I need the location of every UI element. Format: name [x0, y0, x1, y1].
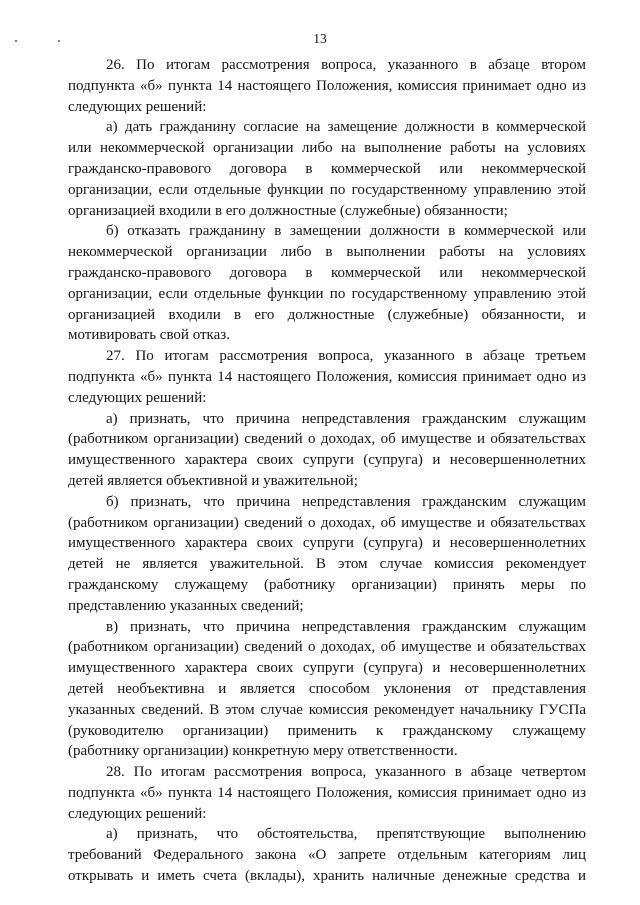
- text-line: б) признать, что причина непредставления гражданским служащим: [106, 493, 586, 510]
- text-line: организацией входили в его должностные (служебные) обязанности;: [68, 202, 508, 219]
- text-line: имущественного характера своих супруги (супруга) и несовершеннолетних: [68, 452, 586, 469]
- text-line: следующих решений:: [68, 805, 207, 822]
- paragraph-28a: [68, 824, 586, 886]
- text-line: некоммерческой организации либо в выполнении работы на условиях: [68, 244, 586, 261]
- text-line: а) признать, что обстоятельства, препятствующие выполнению: [106, 826, 586, 843]
- text-line: (работником организации) сведений о доходах, об имуществе и обязательствах: [68, 431, 586, 448]
- text-line: организации, если отдельные функции по государственному управлению этой: [68, 285, 586, 302]
- text-line: или некоммерческой организации либо на выполнение работы на условиях: [68, 140, 586, 157]
- text-line: (руководителю организации) применить к гражданскому служащему: [68, 722, 586, 739]
- text-line: организации, если отдельные функции по государственному управлению этой: [68, 181, 586, 198]
- paragraph-27v: [68, 617, 586, 763]
- text-line: гражданско-правового договора в коммерческой или некоммерческой: [68, 264, 586, 281]
- text-line: имущественного характера своих супруги (супруга) и несовершеннолетних: [68, 660, 586, 677]
- text-line: указанных сведений. В этом случае комиссия рекомендует начальнику ГУСПа: [68, 701, 586, 718]
- text-line: детей необъективна и является способом уклонения от представления: [68, 680, 586, 697]
- text-line: (работником организации) сведений о доходах, об имуществе и обязательствах: [68, 639, 586, 656]
- text-line: гражданскому служащему (работнику организации) принять меры по: [68, 576, 586, 593]
- paragraph-26b: [68, 221, 586, 346]
- text-line: имущественного характера своих супруги (супруга) и несовершеннолетних: [68, 535, 586, 552]
- text-line: 26. По итогам рассмотрения вопроса, указанного в абзаце втором: [106, 57, 586, 73]
- text-line: следующих решений:: [68, 98, 207, 115]
- text-line: детей не является уважительной. В этом случае комиссия рекомендует: [68, 556, 586, 573]
- text-line: гражданско-правового договора в коммерческой или некоммерческой: [68, 160, 586, 177]
- text-line: 27. По итогам рассмотрения вопроса, указанного в абзаце третьем: [106, 348, 586, 365]
- text-line: требований Федерального закона «О запрете отдельным категориям лиц: [68, 847, 586, 864]
- text-line: подпункта «б» пункта 14 настоящего Положения, комиссия принимает одно из: [68, 77, 586, 94]
- paragraph-27a: [68, 409, 586, 492]
- text-line: в) признать, что причина непредставления гражданским служащим: [106, 618, 586, 635]
- paragraph-28: [68, 762, 586, 824]
- paragraph-27: [68, 346, 586, 408]
- text-line: а) признать, что причина непредставления гражданским служащим: [106, 410, 586, 427]
- text-line: б) отказать гражданину в замещении должности в коммерческой или: [106, 223, 586, 240]
- paragraph-26: [68, 55, 586, 117]
- document-body: [68, 55, 586, 887]
- text-line: представлению указанных сведений;: [68, 597, 304, 614]
- text-line: следующих решений:: [68, 389, 207, 406]
- text-line: детей является объективной и уважительной;: [68, 472, 358, 489]
- text-line: подпункта «б» пункта 14 настоящего Положения, комиссия принимает одно из: [68, 368, 586, 385]
- paragraph-26a: [68, 117, 586, 221]
- text-line: а) дать гражданину согласие на замещение должности в коммерческой: [106, 119, 586, 136]
- page-number: 13: [313, 31, 327, 46]
- text-line: 28. По итогам рассмотрения вопроса, указанного в абзаце четвертом: [106, 764, 586, 781]
- text-line: мотивировать свой отказ.: [68, 327, 230, 344]
- text-line: (работником организации) сведений о доходах, об имуществе и обязательствах: [68, 514, 586, 531]
- text-line: (работнику организации) конкретную меру ответственности.: [68, 743, 458, 760]
- text-line: открывать и иметь счета (вклады), хранить наличные денежные средства и: [68, 868, 586, 885]
- text-line: организацией входили в его должностные (служебные) обязанности, и: [68, 306, 586, 323]
- paragraph-27b: [68, 492, 586, 617]
- text-line: подпункта «б» пункта 14 настоящего Положения, комиссия принимает одно из: [68, 784, 586, 801]
